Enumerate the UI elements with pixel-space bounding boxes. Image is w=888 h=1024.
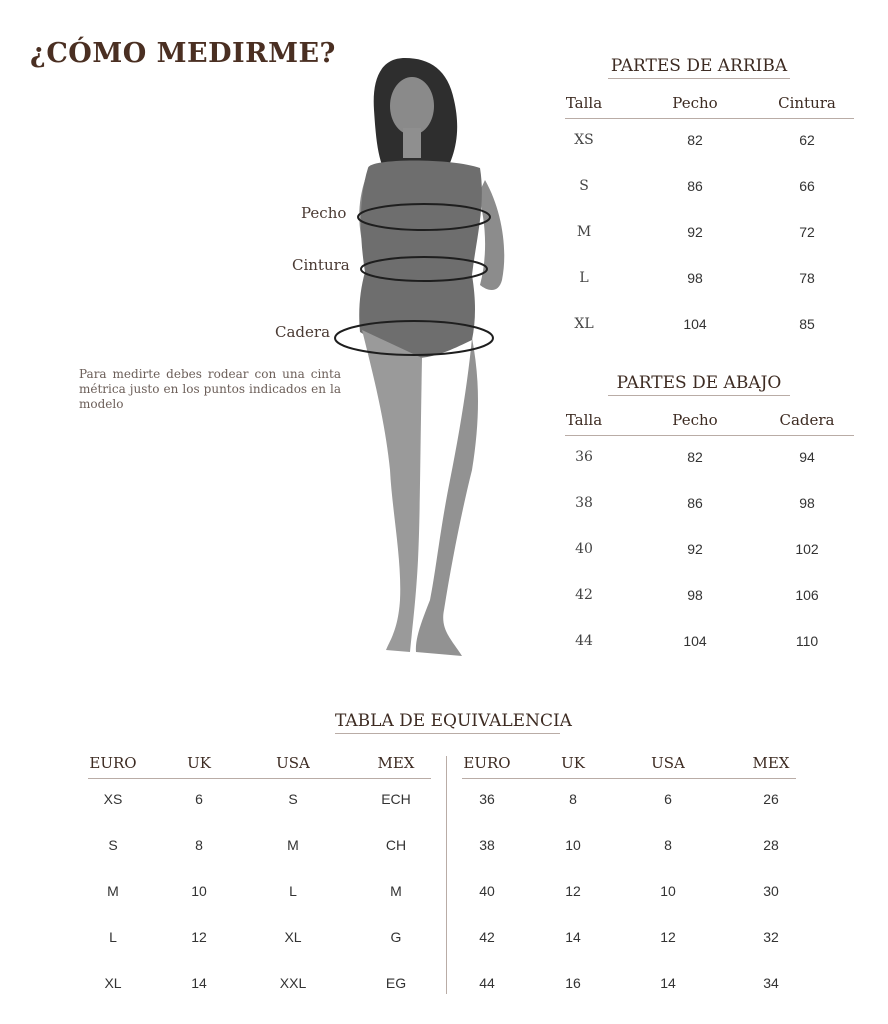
- table-cell: 86: [687, 495, 703, 511]
- column-header: UK: [561, 754, 585, 772]
- table-cell: 92: [687, 541, 703, 557]
- table-cell: S: [288, 791, 298, 807]
- table-cell: 30: [763, 883, 779, 899]
- table-cell: 106: [795, 587, 819, 603]
- table-cell: 62: [799, 132, 815, 148]
- column-header: Talla: [565, 411, 603, 429]
- table-cell: G: [390, 929, 402, 945]
- chest-label: Pecho: [301, 204, 347, 222]
- table-cell: 10: [565, 837, 581, 853]
- waist-label: Cintura: [292, 256, 350, 274]
- model-illustration: [240, 40, 540, 680]
- table-cell: M: [287, 837, 299, 853]
- equivalence-table-numbers: [462, 754, 796, 1004]
- table-cell: 8: [569, 791, 577, 807]
- table-cell: 12: [191, 929, 207, 945]
- table-cell: EG: [385, 975, 407, 991]
- table-cell: L: [579, 270, 589, 286]
- column-header: EURO: [463, 754, 511, 772]
- table-cell: 12: [660, 929, 676, 945]
- table-cell: 98: [687, 587, 703, 603]
- table-cell: CH: [385, 837, 407, 853]
- column-header: UK: [187, 754, 211, 772]
- table-cell: 102: [795, 541, 819, 557]
- table-cell: S: [108, 837, 118, 853]
- table-cell: 82: [687, 449, 703, 465]
- table-cell: S: [579, 178, 589, 194]
- table-cell: 66: [799, 178, 815, 194]
- column-header: Cadera: [779, 411, 835, 429]
- table-cell: 14: [565, 929, 581, 945]
- table-cell: XL: [104, 975, 122, 991]
- column-header: EURO: [89, 754, 137, 772]
- table-cell: 8: [195, 837, 203, 853]
- table-cell: 16: [565, 975, 581, 991]
- table-cell: 36: [479, 791, 495, 807]
- table-cell: 10: [660, 883, 676, 899]
- table-cell: M: [107, 883, 119, 899]
- table-cell: 36: [575, 449, 593, 465]
- table-cell: 28: [763, 837, 779, 853]
- table-cell: 32: [763, 929, 779, 945]
- table-cell: 14: [660, 975, 676, 991]
- table-cell: 85: [799, 316, 815, 332]
- table-cell: M: [390, 883, 402, 899]
- table-cell: 86: [687, 178, 703, 194]
- column-header: USA: [651, 754, 685, 772]
- column-header: Pecho: [672, 411, 718, 429]
- column-header: Cintura: [778, 94, 836, 112]
- table-cell: L: [109, 929, 117, 945]
- table-cell: XS: [574, 132, 594, 148]
- table-cell: XL: [284, 929, 302, 945]
- top-size-table: [565, 94, 854, 344]
- table-cell: 72: [799, 224, 815, 240]
- table-cell: M: [576, 224, 592, 240]
- model-figure: [240, 40, 540, 680]
- table-cell: 26: [763, 791, 779, 807]
- table-cell: 44: [479, 975, 495, 991]
- table-cell: 94: [799, 449, 815, 465]
- table-cell: 104: [683, 316, 707, 332]
- bottom-size-table: [565, 411, 854, 661]
- table-cell: 40: [479, 883, 495, 899]
- column-header: USA: [276, 754, 310, 772]
- table-cell: XXL: [279, 975, 307, 991]
- table-cell: 38: [479, 837, 495, 853]
- table-cell: 110: [795, 633, 819, 649]
- table-cell: 42: [479, 929, 495, 945]
- table-cell: 92: [687, 224, 703, 240]
- table-cell: 38: [575, 495, 593, 511]
- equivalence-title: TABLA DE EQUIVALENCIA: [335, 711, 560, 734]
- table-cell: 34: [763, 975, 779, 991]
- column-header: Talla: [565, 94, 603, 112]
- table-cell: 8: [664, 837, 672, 853]
- measure-instructions: Para medirte debes rodear con una cinta métrica justo en los puntos indicados en la modelo: [79, 367, 341, 411]
- table-cell: 78: [799, 270, 815, 286]
- table-cell: 6: [195, 791, 203, 807]
- equivalence-table-letters: [88, 754, 431, 1004]
- table-cell: 104: [683, 633, 707, 649]
- page-title: ¿CÓMO MEDIRME?: [30, 38, 336, 69]
- table-cell: 12: [565, 883, 581, 899]
- table-cell: 98: [799, 495, 815, 511]
- table-cell: 6: [664, 791, 672, 807]
- hip-label: Cadera: [275, 323, 331, 341]
- table-cell: 40: [575, 541, 593, 557]
- table-cell: XS: [103, 791, 123, 807]
- table-cell: 10: [191, 883, 207, 899]
- table-cell: 82: [687, 132, 703, 148]
- column-header: MEX: [752, 754, 790, 772]
- table-cell: 98: [687, 270, 703, 286]
- column-header: Pecho: [672, 94, 718, 112]
- table-cell: ECH: [381, 791, 411, 807]
- table-cell: 42: [575, 587, 593, 603]
- table-cell: XL: [574, 316, 594, 332]
- table-cell: 14: [191, 975, 207, 991]
- top-table-title: PARTES DE ARRIBA: [608, 56, 790, 79]
- table-cell: L: [289, 883, 297, 899]
- table-cell: 44: [575, 633, 593, 649]
- bottom-table-title: PARTES DE ABAJO: [608, 373, 790, 396]
- column-header: MEX: [377, 754, 415, 772]
